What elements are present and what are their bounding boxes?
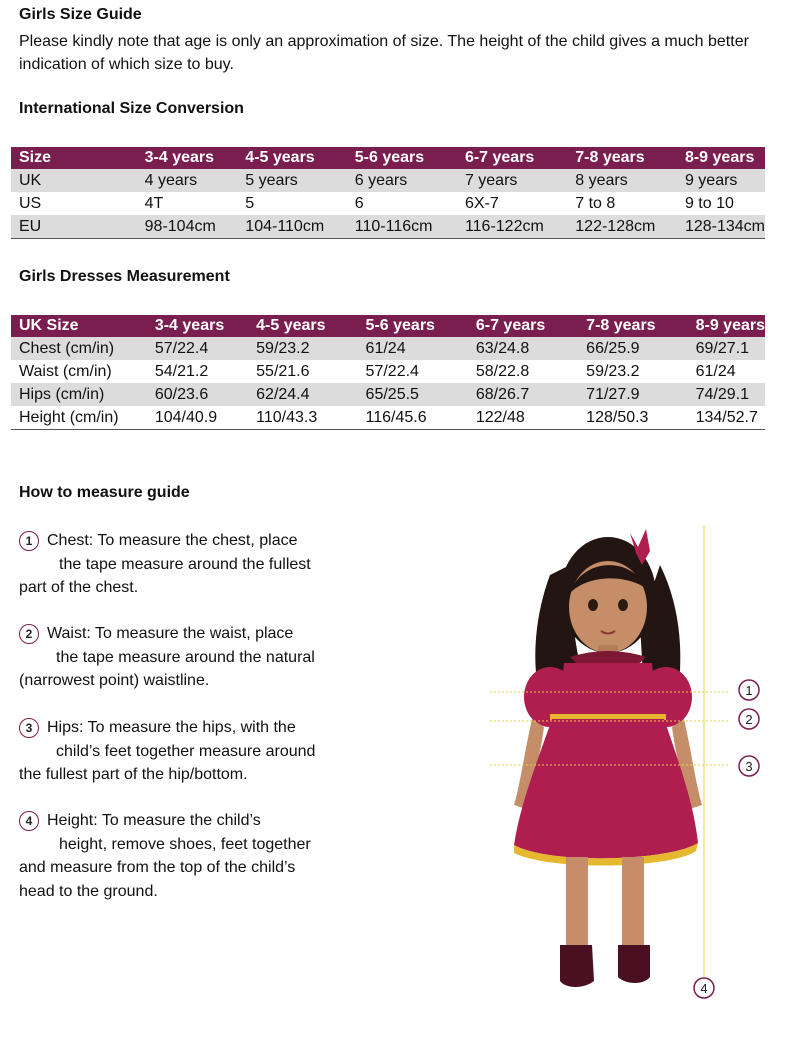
table-cell: 74/29.1 — [688, 383, 765, 406]
step-text: Waist: To measure the waist, place — [47, 625, 294, 642]
number-3-icon: 3 — [19, 718, 39, 738]
step-text: and measure from the top of the child’s — [19, 859, 296, 876]
marker-label: 2 — [745, 712, 753, 727]
header-cell: 5-6 years — [358, 315, 468, 337]
number-2-icon: 2 — [19, 624, 39, 644]
table-row — [11, 215, 765, 239]
measurement-illustration — [480, 505, 780, 1015]
table-cell: 122-128cm — [567, 215, 677, 239]
number-4-icon: 4 — [19, 811, 39, 831]
step-text: child’s feet together measure around — [56, 742, 316, 760]
header-cell: 7-8 years — [567, 147, 677, 169]
header-cell: 3-4 years — [137, 147, 238, 169]
table-row — [11, 192, 765, 215]
row-label: Hips (cm/in) — [11, 383, 147, 406]
measurements-table — [11, 315, 765, 430]
table-cell: 116/45.6 — [358, 406, 468, 430]
step-hips — [19, 716, 364, 787]
table-cell: 62/24.4 — [248, 383, 357, 406]
measurements-title: Girls Dresses Measurement — [19, 268, 230, 285]
table-cell: 6X-7 — [464, 194, 499, 212]
table-row — [11, 406, 765, 430]
marker-label: 1 — [745, 683, 753, 698]
table-cell: 66/25.9 — [578, 337, 687, 360]
table-row — [11, 169, 765, 192]
marker-label: 3 — [745, 759, 753, 774]
table-cell: 7 years — [457, 169, 567, 192]
step-text: the tape measure around the natural — [56, 648, 315, 666]
step-text: the fullest part of the hip/bottom. — [19, 766, 248, 783]
table-cell: 54/21.2 — [154, 362, 209, 380]
table-cell: 4T — [144, 194, 164, 212]
table-cell: 57/22.4 — [365, 362, 419, 380]
table-cell: 69/27.1 — [688, 337, 765, 360]
table-cell: 58/22.8 — [475, 362, 530, 380]
table-cell: 61/24 — [358, 337, 468, 360]
table-cell: 104-110cm — [237, 215, 346, 239]
table-header-row — [11, 315, 765, 337]
row-label: UK — [11, 169, 137, 192]
table-cell: 128/50.3 — [578, 406, 687, 430]
step-text: Hips: To measure the hips, with the — [47, 719, 296, 736]
page-title: Girls Size Guide — [19, 6, 142, 23]
table-cell: 55/21.6 — [256, 362, 310, 380]
eye — [618, 599, 628, 611]
table-cell: 122/48 — [468, 406, 578, 430]
table-cell: 98-104cm — [137, 215, 238, 239]
table-cell: 110-116cm — [347, 215, 457, 239]
step-text: height, remove shoes, feet together — [59, 835, 311, 853]
intro-text: Please kindly note that age is only an approximation of size. The height of the child gives a much better indication of which size to buy. — [19, 33, 749, 73]
table-cell: 8 years — [567, 169, 677, 192]
header-cell: 8-9 years — [677, 147, 765, 169]
right-leg — [622, 857, 644, 949]
step-text: (narrowest point) waistline. — [19, 672, 210, 689]
table-cell: 59/23.2 — [248, 337, 357, 360]
step-text: Height: To measure the child’s — [47, 812, 261, 829]
header-cell: 7-8 years — [578, 315, 687, 337]
table-cell: 5 — [245, 194, 255, 212]
step-height — [19, 809, 364, 903]
header-cell: 4-5 years — [237, 147, 346, 169]
table-cell: 7 to 8 — [575, 194, 616, 212]
header-cell: 5-6 years — [347, 147, 457, 169]
table-cell: 116-122cm — [457, 215, 567, 239]
step-text: the tape measure around the fullest — [59, 555, 311, 573]
table-cell: 57/22.4 — [147, 337, 248, 360]
row-label: EU — [11, 215, 137, 239]
eye — [588, 599, 598, 611]
header-cell: 3-4 years — [147, 315, 248, 337]
header-cell: 6-7 years — [468, 315, 578, 337]
table-cell: 68/26.7 — [468, 383, 578, 406]
table-row — [11, 360, 765, 383]
table-row — [11, 383, 765, 406]
left-leg — [566, 857, 588, 949]
row-label: US — [19, 194, 42, 212]
table-row — [11, 337, 765, 360]
table-cell: 104/40.9 — [147, 406, 248, 430]
right-shoe — [618, 945, 650, 983]
table-cell: 60/23.6 — [147, 383, 248, 406]
guide-title: How to measure guide — [19, 484, 190, 501]
marker-label: 4 — [700, 981, 708, 996]
dress-bodice — [558, 663, 658, 719]
table-cell: 59/23.2 — [586, 362, 640, 380]
table-cell: 5 years — [237, 169, 346, 192]
table-cell: 6 — [354, 194, 364, 212]
table-cell: 4 years — [137, 169, 238, 192]
row-label: Chest (cm/in) — [11, 337, 147, 360]
row-label: Waist (cm/in) — [19, 362, 112, 380]
table-cell: 134/52.7 — [688, 406, 765, 430]
step-chest — [19, 529, 364, 600]
header-cell: Size — [11, 147, 137, 169]
header-cell: UK Size — [11, 315, 147, 337]
table-cell: 65/25.5 — [358, 383, 468, 406]
conversion-title: International Size Conversion — [19, 100, 244, 117]
table-cell: 6 years — [347, 169, 457, 192]
header-cell: 4-5 years — [248, 315, 357, 337]
table-cell: 9 to 10 — [684, 194, 734, 212]
table-cell: 63/24.8 — [468, 337, 578, 360]
girl-figure — [480, 505, 780, 1015]
row-label: Height (cm/in) — [11, 406, 147, 430]
step-text: Chest: To measure the chest, place — [47, 532, 298, 549]
conversion-table — [11, 147, 765, 239]
step-text: head to the ground. — [19, 882, 158, 900]
table-cell: 128-134cm — [677, 215, 765, 239]
table-cell: 110/43.3 — [248, 406, 357, 430]
number-1-icon: 1 — [19, 531, 39, 551]
header-cell: 6-7 years — [457, 147, 567, 169]
table-cell: 9 years — [677, 169, 765, 192]
table-cell: 61/24 — [695, 362, 736, 380]
header-cell: 8-9 years — [688, 315, 765, 337]
left-shoe — [560, 945, 594, 987]
step-waist — [19, 622, 364, 693]
step-text: part of the chest. — [19, 579, 139, 596]
table-cell: 71/27.9 — [578, 383, 687, 406]
table-header-row — [11, 147, 765, 169]
